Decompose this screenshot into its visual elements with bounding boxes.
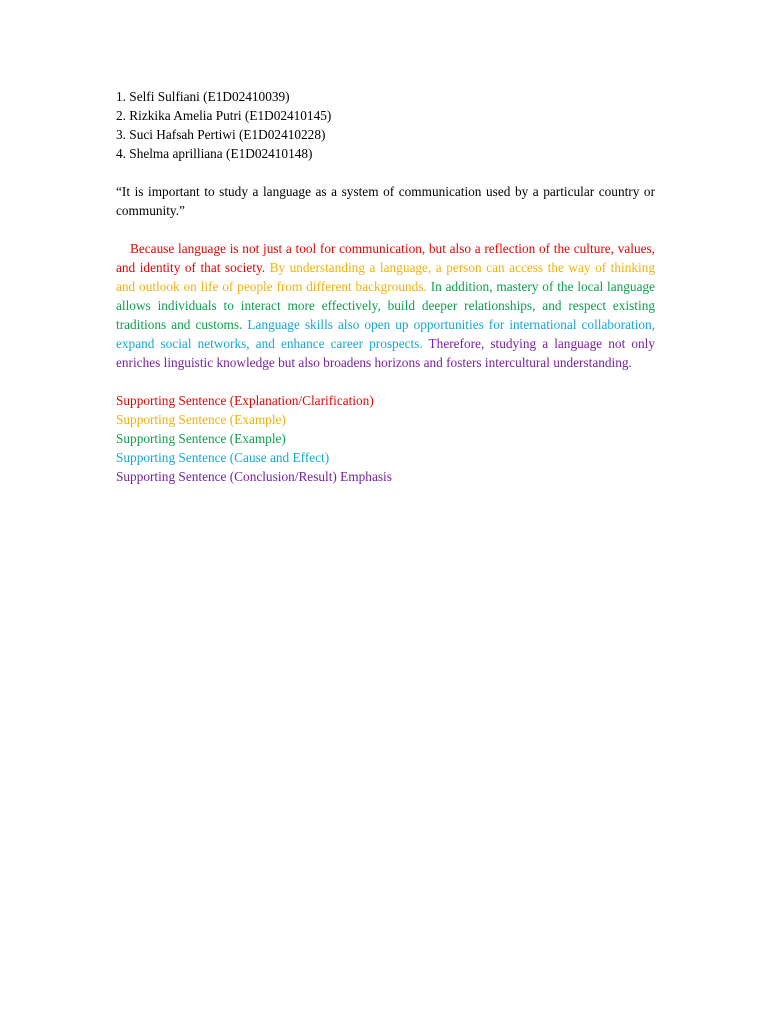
body-paragraph <box>116 239 655 372</box>
member-item: 4. Shelma aprilliana (E1D02410148) <box>116 146 313 161</box>
legend-item-conclusion: Supporting Sentence (Conclusion/Result) Emphasis <box>116 469 392 484</box>
member-item: 1. Selfi Sulfiani (E1D02410039) <box>116 89 290 104</box>
document-page <box>116 87 655 486</box>
group-members-list <box>116 87 655 163</box>
legend-item-example-2: Supporting Sentence (Example) <box>116 431 286 446</box>
legend-item-explanation: Supporting Sentence (Explanation/Clarification) <box>116 393 374 408</box>
cause-effect-sentence: Language skills also open up opportunities for international collaboration, expand social networks, and enhance career prospects. <box>116 317 656 351</box>
color-legend <box>116 391 655 486</box>
legend-item-example-1: Supporting Sentence (Example) <box>116 412 286 427</box>
member-item: 2. Rizkika Amelia Putri (E1D02410145) <box>116 108 332 123</box>
example-sentence-2: In addition, mastery of the local language allows individuals to interact more effectively, build deeper relationships, and respect existing traditions and customs. <box>116 279 656 332</box>
legend-item-cause-effect: Supporting Sentence (Cause and Effect) <box>116 450 330 465</box>
topic-sentence: “It is important to study a language as a system of communication used by a particular country or community.” <box>116 184 655 218</box>
conclusion-sentence: Therefore, studying a language not only enriches linguistic knowledge but also broadens horizons and fosters intercultural understanding. <box>116 336 655 370</box>
explanation-sentence: Because language is not just a tool for communication, but also a reflection of the culture, values, and identity of that society. <box>116 241 655 275</box>
member-item: 3. Suci Hafsah Pertiwi (E1D02410228) <box>116 127 326 142</box>
example-sentence-1: By understanding a language, a person can access the way of thinking and outlook on life of people from different backgrounds. <box>116 260 655 294</box>
